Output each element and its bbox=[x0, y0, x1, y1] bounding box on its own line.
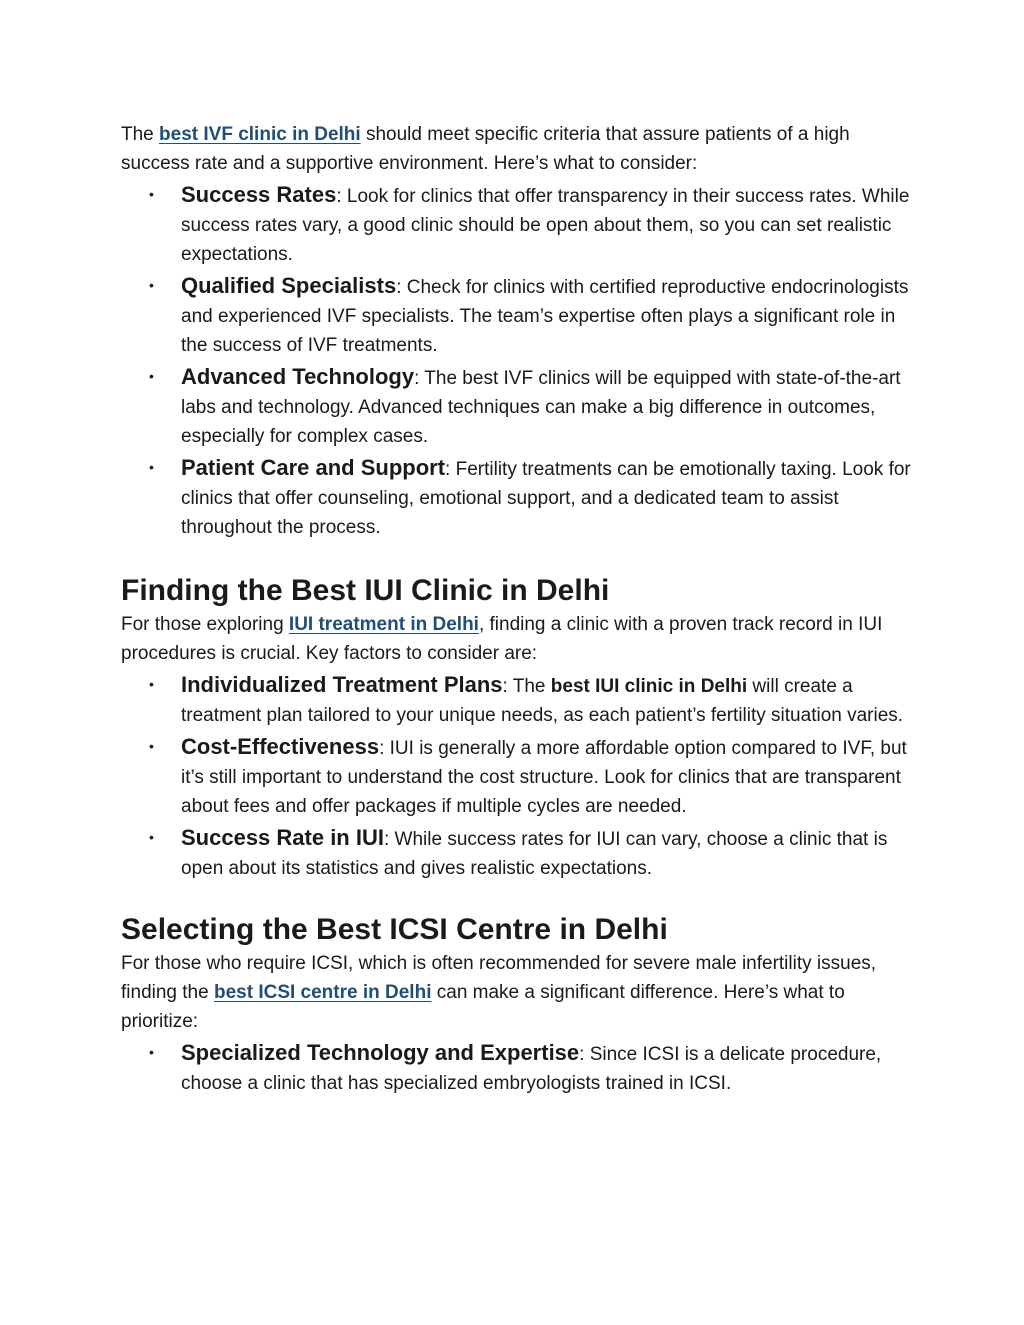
best-iui-clinic-text: best IUI clinic in Delhi bbox=[550, 676, 748, 697]
list-item-text: : Since ICSI is a delicate procedure, choose a clinic that has specialized embryologists trained in ICSI. bbox=[181, 1044, 882, 1094]
list-item-text: : While success rates for IUI can vary, choose a clinic that is open about its statistics and gives realistic expectations. bbox=[181, 829, 888, 879]
list-item-term: Cost-Effectiveness bbox=[181, 734, 380, 759]
bullet-icon: • bbox=[149, 829, 154, 845]
list-item-text: : The best IVF clinics will be equipped with state-of-the-art labs and technology. Advanced techniques can make a big difference in outcomes, especially for complex cases. bbox=[181, 368, 901, 447]
list-item-term: Qualified Specialists bbox=[181, 273, 397, 298]
list-item bbox=[149, 823, 911, 883]
bullet-icon: • bbox=[149, 186, 154, 202]
list-item bbox=[149, 271, 911, 360]
icsi-criteria-list bbox=[121, 1038, 911, 1098]
ivf-criteria-list bbox=[121, 180, 911, 542]
list-item bbox=[149, 362, 911, 451]
list-item-term: Success Rate in IUI bbox=[181, 825, 384, 850]
iui-criteria-list bbox=[121, 670, 911, 883]
iui-intro-prefix: For those exploring bbox=[121, 614, 289, 635]
icsi-intro-suffix: can make a significant difference. Here’s what to prioritize: bbox=[121, 982, 845, 1032]
bullet-icon: • bbox=[149, 368, 154, 384]
best-ivf-clinic-link[interactable]: best IVF clinic in Delhi bbox=[159, 124, 361, 145]
icsi-intro-prefix: For those who require ICSI, which is often recommended for severe male infertility issues, finding the bbox=[121, 953, 877, 1003]
list-item-term: Patient Care and Support bbox=[181, 455, 446, 480]
document-page bbox=[121, 120, 911, 1098]
iui-intro-paragraph bbox=[121, 610, 911, 668]
list-item bbox=[149, 670, 911, 730]
iui-treatment-link[interactable]: IUI treatment in Delhi bbox=[288, 614, 479, 635]
intro-suffix: should meet specific criteria that assure patients of a high success rate and a supportive environment. Here’s what to consider: bbox=[121, 124, 850, 174]
list-item-term: Specialized Technology and Expertise bbox=[181, 1040, 580, 1065]
list-item bbox=[149, 453, 911, 542]
list-item-text: : Fertility treatments can be emotionally taxing. Look for clinics that offer counseling, emotional support, and a dedicated team to assist throughout the process. bbox=[181, 459, 911, 538]
list-item bbox=[149, 1038, 911, 1098]
list-item-term: Advanced Technology bbox=[181, 364, 415, 389]
bullet-icon: • bbox=[149, 1044, 154, 1060]
list-item-term: Individualized Treatment Plans bbox=[181, 672, 503, 697]
bullet-icon: • bbox=[149, 738, 154, 754]
bullet-icon: • bbox=[149, 277, 154, 293]
icsi-section-heading: Selecting the Best ICSI Centre in Delhi bbox=[121, 913, 668, 946]
list-item-text: : The bbox=[502, 676, 551, 697]
icsi-intro-paragraph bbox=[121, 949, 911, 1036]
bullet-icon: • bbox=[149, 676, 154, 692]
iui-intro-suffix: , finding a clinic with a proven track record in IUI procedures is crucial. Key factors to consider are: bbox=[121, 614, 883, 664]
list-item-text: : Check for clinics with certified reproductive endocrinologists and experienced IVF specialists. The team’s expertise often plays a significant role in the success of IVF treatments. bbox=[181, 277, 909, 356]
iui-section-heading: Finding the Best IUI Clinic in Delhi bbox=[121, 574, 610, 607]
list-item-text: : IUI is generally a more affordable option compared to IVF, but it’s still important to understand the cost structure. Look for clinics that are transparent about fees and offer packages if multiple cycles are needed. bbox=[181, 738, 907, 817]
intro-paragraph bbox=[121, 120, 911, 178]
list-item-text: : Look for clinics that offer transparency in their success rates. While success rates vary, a good clinic should be open about them, so you can set realistic expectations. bbox=[181, 186, 910, 265]
best-icsi-centre-link[interactable]: best ICSI centre in Delhi bbox=[213, 982, 432, 1003]
bullet-icon: • bbox=[149, 459, 154, 475]
list-item bbox=[149, 180, 911, 269]
list-item-text: will create a treatment plan tailored to your unique needs, as each patient’s fertility situation varies. bbox=[181, 676, 904, 726]
list-item-term: Success Rates bbox=[181, 182, 337, 207]
list-item bbox=[149, 732, 911, 821]
intro-prefix: The bbox=[121, 124, 160, 145]
